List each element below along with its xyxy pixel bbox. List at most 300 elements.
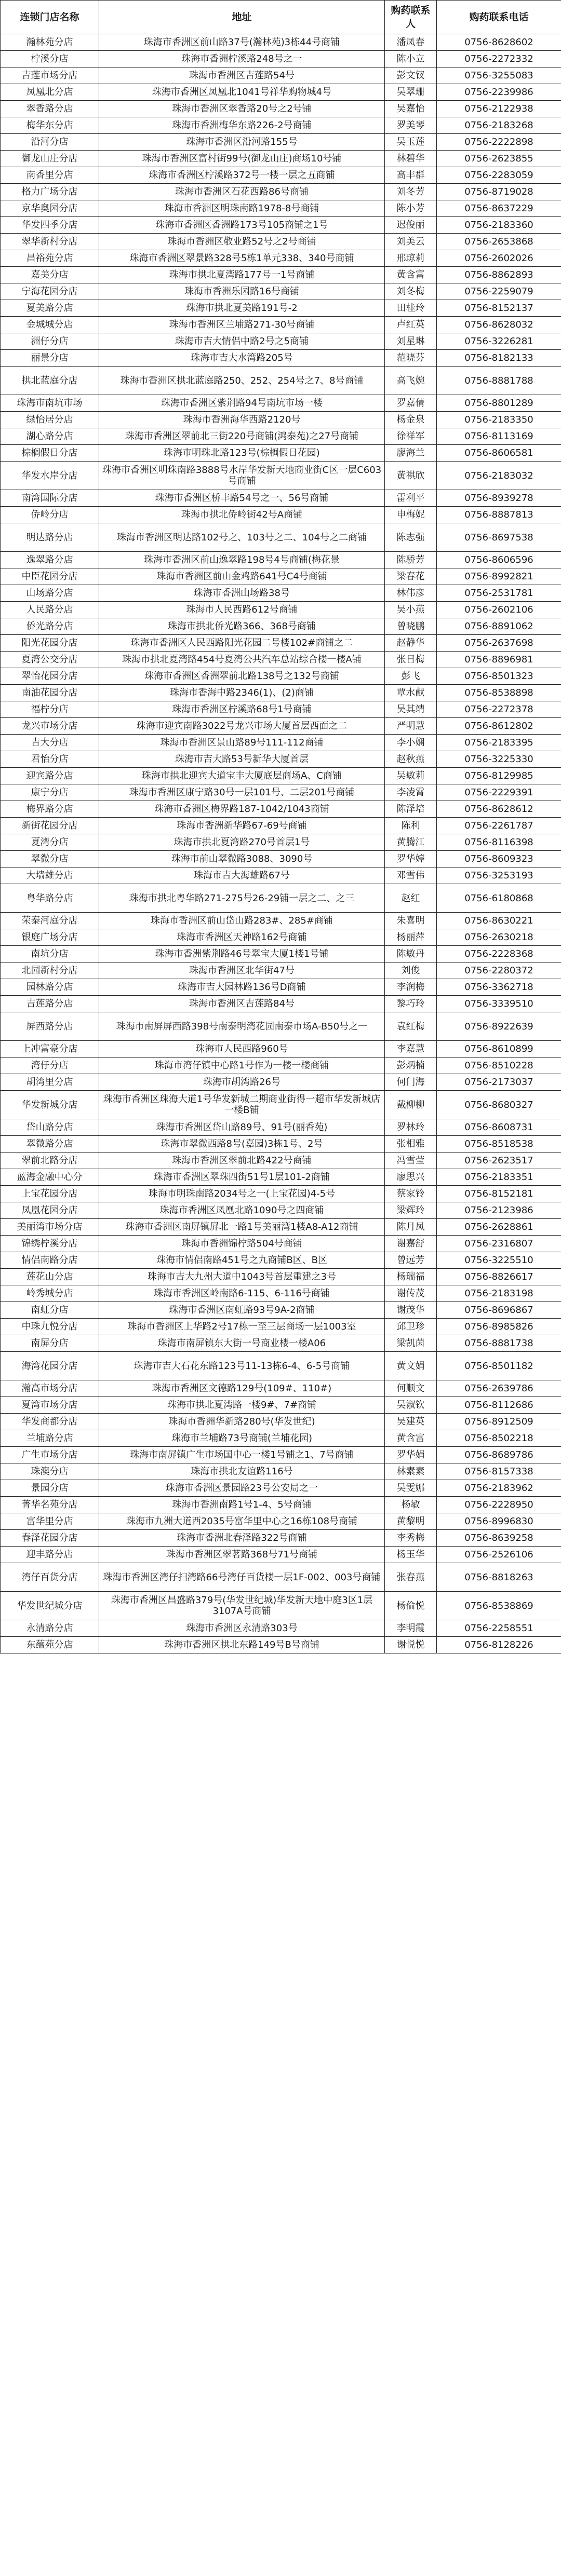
table-row: [1, 428, 561, 445]
phone-cell: 0756-2637698: [437, 635, 561, 652]
phone-cell: 0756-2173037: [437, 1074, 561, 1091]
contact-cell: 曾远芳: [385, 1252, 437, 1269]
phone-cell: 0756-8719028: [437, 184, 561, 200]
contact-cell: 梁辉玲: [385, 1202, 437, 1219]
phone-cell: 0756-8881788: [437, 367, 561, 395]
contact-cell: 吴玉莲: [385, 134, 437, 151]
contact-cell: 刘美云: [385, 234, 437, 250]
address-cell: 珠海市香洲紫荆路46号翠宝大厦1楼1号铺: [99, 946, 385, 962]
table-row: [1, 490, 561, 507]
store-name-cell: 翠华新村分店: [1, 234, 99, 250]
address-cell: 珠海市迎宾南路3022号龙兴市场大厦首层西面之二: [99, 718, 385, 735]
address-cell: 珠海市香洲华新路280号(华发世纪): [99, 1414, 385, 1430]
store-name-cell: 金城城分店: [1, 317, 99, 333]
contact-cell: 杨金泉: [385, 412, 437, 428]
phone-cell: 0756-3225330: [437, 751, 561, 768]
table-row: [1, 685, 561, 701]
contact-cell: 廖思兴: [385, 1169, 437, 1186]
phone-cell: 0756-2123986: [437, 1202, 561, 1219]
contact-cell: 申梅妮: [385, 507, 437, 523]
phone-cell: 0756-2222898: [437, 134, 561, 151]
contact-cell: 张相雅: [385, 1136, 437, 1153]
phone-cell: 0756-8538898: [437, 685, 561, 701]
table-row: [1, 635, 561, 652]
contact-cell: 潘凤春: [385, 34, 437, 51]
address-cell: 珠海市香洲区梅界路187-1042/1043商铺: [99, 801, 385, 818]
contact-cell: 吴其靖: [385, 701, 437, 718]
store-name-cell: 湾仔百货分店: [1, 1563, 99, 1592]
store-name-cell: 锦绣柠溪分店: [1, 1236, 99, 1252]
phone-cell: 0756-8887813: [437, 507, 561, 523]
table-row: [1, 1269, 561, 1285]
store-name-cell: 荣泰河庭分店: [1, 913, 99, 929]
store-name-cell: 翠微路分店: [1, 1136, 99, 1153]
address-cell: 珠海市香洲区凤凰北1041号祥华购物城4号: [99, 84, 385, 101]
table-row: [1, 1041, 561, 1057]
phone-cell: 0756-8518538: [437, 1136, 561, 1153]
phone-cell: 0756-8538869: [437, 1592, 561, 1620]
table-row: [1, 367, 561, 395]
phone-cell: 0756-2630218: [437, 929, 561, 946]
address-cell: 珠海市香洲北春泽路322号商铺: [99, 1530, 385, 1547]
address-cell: 珠海市香洲柠溪路248号之一: [99, 51, 385, 67]
address-cell: 珠海市香洲区石花西路86号商铺: [99, 184, 385, 200]
table-row: [1, 1169, 561, 1186]
table-row: [1, 867, 561, 884]
header-contact: 购药联系人: [385, 1, 437, 34]
address-cell: 珠海市香洲区吉莲路54号: [99, 67, 385, 84]
address-cell: 珠海市明珠北路123号(棕榈假日花园): [99, 445, 385, 462]
address-cell: 珠海市香海中路2346(1)、(2)商铺: [99, 685, 385, 701]
table-row: [1, 1136, 561, 1153]
phone-cell: 0756-3362718: [437, 979, 561, 996]
store-name-cell: 吉莲路分店: [1, 996, 99, 1012]
store-name-cell: 嘉美分店: [1, 267, 99, 283]
store-name-cell: 绿怡居分店: [1, 412, 99, 428]
table-row: [1, 751, 561, 768]
store-name-cell: 格力广场分店: [1, 184, 99, 200]
address-cell: 珠海市吉大路53号新华大厦首层: [99, 751, 385, 768]
contact-cell: 黄黎明: [385, 1513, 437, 1530]
phone-cell: 0756-8630221: [437, 913, 561, 929]
phone-cell: 0756-8113169: [437, 428, 561, 445]
contact-cell: 吴小燕: [385, 602, 437, 618]
address-cell: 珠海市香洲区拱北东路149号B号商铺: [99, 1637, 385, 1653]
table-row: [1, 507, 561, 523]
table-row: [1, 462, 561, 490]
header-phone: 购药联系电话: [437, 1, 561, 34]
table-row: [1, 200, 561, 217]
phone-cell: 0756-8610899: [437, 1041, 561, 1057]
address-cell: 珠海市香洲区兰埔路271-30号商铺: [99, 317, 385, 333]
phone-cell: 0756-2239986: [437, 84, 561, 101]
table-row: [1, 851, 561, 867]
address-cell: 珠海市香洲梅华东路226-2号商铺: [99, 117, 385, 134]
address-cell: 珠海市湾仔镇中心路1号作为一楼一楼商铺: [99, 1057, 385, 1074]
store-name-cell: 园林路分店: [1, 979, 99, 996]
table-row: [1, 234, 561, 250]
table-row: [1, 618, 561, 635]
address-cell: 珠海市香洲南路1号1-4、5号商铺: [99, 1497, 385, 1513]
phone-cell: 0756-2183198: [437, 1285, 561, 1302]
contact-cell: 黄腾江: [385, 834, 437, 851]
phone-cell: 0756-8502218: [437, 1430, 561, 1447]
contact-cell: 林素素: [385, 1463, 437, 1480]
contact-cell: 梁春花: [385, 568, 437, 585]
address-cell: 珠海市香洲区明珠南路3888号水岸华发新天地商业街C区一层C603号商铺: [99, 462, 385, 490]
address-cell: 珠海市香洲区明珠南路1978-8号商铺: [99, 200, 385, 217]
table-row: [1, 834, 561, 851]
contact-cell: 高丰群: [385, 167, 437, 184]
phone-cell: 0756-8510228: [437, 1057, 561, 1074]
phone-cell: 0756-2183350: [437, 412, 561, 428]
phone-cell: 0756-3226281: [437, 333, 561, 350]
store-name-cell: 棕榈假日分店: [1, 445, 99, 462]
address-cell: 珠海市香洲区柠溪路68号1号商铺: [99, 701, 385, 718]
table-row: [1, 151, 561, 167]
store-name-cell: 昌裕苑分店: [1, 250, 99, 267]
contact-cell: 赵秋燕: [385, 751, 437, 768]
table-row: [1, 884, 561, 913]
address-cell: 珠海市香洲区岱山路89号、91号(丽香苑): [99, 1119, 385, 1136]
store-name-cell: 沿河分店: [1, 134, 99, 151]
contact-cell: 刘俊: [385, 962, 437, 979]
store-name-cell: 富华里分店: [1, 1513, 99, 1530]
contact-cell: 戴柳柳: [385, 1091, 437, 1119]
address-cell: 珠海市香洲区南屏镇屏北一路1号美丽湾1楼A8-A12商铺: [99, 1219, 385, 1236]
address-cell: 珠海市香洲区香洲路173号105商铺之1号: [99, 217, 385, 234]
table-row: [1, 801, 561, 818]
contact-cell: 李明霞: [385, 1620, 437, 1637]
address-cell: 珠海市香洲区翠景路328号5栋1单元338、340号商铺: [99, 250, 385, 267]
table-row: [1, 1119, 561, 1136]
table-row: [1, 602, 561, 618]
contact-cell: 杨敏: [385, 1497, 437, 1513]
table-row: [1, 283, 561, 300]
phone-cell: 0756-8612802: [437, 718, 561, 735]
store-name-cell: 凤凰花园分店: [1, 1202, 99, 1219]
contact-cell: 廖海兰: [385, 445, 437, 462]
table-row: [1, 1335, 561, 1352]
table-row: [1, 1236, 561, 1252]
contact-cell: 邢琼莉: [385, 250, 437, 267]
contact-cell: 蔡家铃: [385, 1186, 437, 1202]
table-row: [1, 1430, 561, 1447]
address-cell: 珠海市吉大海雄路67号: [99, 867, 385, 884]
store-name-cell: 华发世纪城分店: [1, 1592, 99, 1620]
contact-cell: 赵静华: [385, 635, 437, 652]
address-cell: 珠海市吉大石花东路123号11-13栋6-4、6-5号商铺: [99, 1352, 385, 1380]
table-row: [1, 1637, 561, 1653]
phone-cell: 0756-8609323: [437, 851, 561, 867]
address-cell: 珠海市南屏镇广生市场国中心一楼1号铺之1、7号商铺: [99, 1447, 385, 1463]
address-cell: 珠海市翠微西路8号(嘉园)3栋1号、2号: [99, 1136, 385, 1153]
phone-cell: 0756-2653868: [437, 234, 561, 250]
table-row: [1, 552, 561, 568]
store-name-cell: 丽景分店: [1, 350, 99, 367]
store-name-cell: 情侣南路分店: [1, 1252, 99, 1269]
table-row: [1, 1302, 561, 1319]
contact-cell: 邓雪伟: [385, 867, 437, 884]
store-name-cell: 南香里分店: [1, 167, 99, 184]
contact-cell: 黎巧玲: [385, 996, 437, 1012]
contact-cell: 杨瑞福: [385, 1269, 437, 1285]
contact-cell: 刘星琳: [385, 333, 437, 350]
address-cell: 珠海市香洲区拱北蓝庭路250、252、254号之7、8号商铺: [99, 367, 385, 395]
contact-cell: 谢茂华: [385, 1302, 437, 1319]
store-name-cell: 阳光花园分店: [1, 635, 99, 652]
store-name-cell: 南坑分店: [1, 946, 99, 962]
contact-cell: 张日梅: [385, 652, 437, 668]
store-name-cell: 龙兴市场分店: [1, 718, 99, 735]
store-name-cell: 侨光路分店: [1, 618, 99, 635]
phone-cell: 0756-8891062: [437, 618, 561, 635]
contact-cell: 黄含富: [385, 267, 437, 283]
header-address: 地址: [99, 1, 385, 34]
address-cell: 珠海市拱北侨光路366、368号商铺: [99, 618, 385, 635]
store-name-cell: 珠澳分店: [1, 1463, 99, 1480]
table-row: [1, 1447, 561, 1463]
phone-cell: 0756-8152137: [437, 300, 561, 317]
table-row: [1, 962, 561, 979]
address-cell: 珠海市香洲区紫荆路94号南坑市场一楼: [99, 395, 385, 412]
contact-cell: 赵红: [385, 884, 437, 913]
store-name-cell: 夏湾分店: [1, 834, 99, 851]
table-row: [1, 1012, 561, 1041]
store-name-cell: 吉大分店: [1, 735, 99, 751]
table-row: [1, 701, 561, 718]
contact-cell: 迟俊丽: [385, 217, 437, 234]
table-row: [1, 1592, 561, 1620]
phone-cell: 0756-8939278: [437, 490, 561, 507]
table-row: [1, 1563, 561, 1592]
address-cell: 珠海市九洲大道西2035号富华里中心之16栋108号商铺: [99, 1513, 385, 1530]
phone-cell: 0756-2316807: [437, 1236, 561, 1252]
phone-cell: 0756-2623517: [437, 1153, 561, 1169]
phone-cell: 0756-3253193: [437, 867, 561, 884]
phone-cell: 0756-8152181: [437, 1186, 561, 1202]
phone-cell: 0756-8628612: [437, 801, 561, 818]
store-name-cell: 夏湾市场分店: [1, 1397, 99, 1414]
address-cell: 珠海市胡湾路26号: [99, 1074, 385, 1091]
phone-cell: 0756-2623855: [437, 151, 561, 167]
address-cell: 珠海市香洲锦柠路504号商铺: [99, 1236, 385, 1252]
phone-cell: 0756-2280372: [437, 962, 561, 979]
phone-cell: 0756-2183268: [437, 117, 561, 134]
contact-cell: 何顺文: [385, 1380, 437, 1397]
phone-cell: 0756-2183395: [437, 735, 561, 751]
table-row: [1, 1074, 561, 1091]
table-row: [1, 585, 561, 602]
contact-cell: 谢传茂: [385, 1285, 437, 1302]
phone-cell: 0756-2183360: [437, 217, 561, 234]
store-name-cell: 湖心路分店: [1, 428, 99, 445]
table-row: [1, 1547, 561, 1563]
address-cell: 珠海市香洲区明达路102号之、103号之二、104号之二商铺: [99, 523, 385, 552]
store-name-cell: 南虹分店: [1, 1302, 99, 1319]
address-cell: 珠海市吉大情侣中路2号之5商铺: [99, 333, 385, 350]
address-cell: 珠海市香洲区昌盛路379号(华发世纪城)华发新天地中庭3区1层3107A号商铺: [99, 1592, 385, 1620]
store-name-cell: 梅华东分店: [1, 117, 99, 134]
header-store-name: 连锁门店名称: [1, 1, 99, 34]
table-row: [1, 768, 561, 784]
contact-cell: 林伟彦: [385, 585, 437, 602]
phone-cell: 0756-8639258: [437, 1530, 561, 1547]
contact-cell: 陈小芳: [385, 200, 437, 217]
contact-cell: 徐祥军: [385, 428, 437, 445]
phone-cell: 0756-2183962: [437, 1480, 561, 1497]
phone-cell: 0756-8628032: [437, 317, 561, 333]
contact-cell: 朱喜明: [385, 913, 437, 929]
table-row: [1, 913, 561, 929]
address-cell: 珠海市香洲海华西路2120号: [99, 412, 385, 428]
store-name-cell: 拱北蓝庭分店: [1, 367, 99, 395]
table-row: [1, 652, 561, 668]
phone-cell: 0756-2526106: [437, 1547, 561, 1563]
store-name-cell: 湾仔分店: [1, 1057, 99, 1074]
address-cell: 珠海市香洲区敬业路52号之2号商铺: [99, 234, 385, 250]
table-body: [1, 34, 561, 1653]
contact-cell: 冯雪莹: [385, 1153, 437, 1169]
contact-cell: 杨玉华: [385, 1547, 437, 1563]
store-name-cell: 华发新城分店: [1, 1091, 99, 1119]
contact-cell: 黄祺欣: [385, 462, 437, 490]
table-row: [1, 1480, 561, 1497]
store-name-cell: 东蕴苑分店: [1, 1637, 99, 1653]
store-name-cell: 君怡分店: [1, 751, 99, 768]
contact-cell: 范晓芬: [385, 350, 437, 367]
address-cell: 珠海市香洲区前山逸翠路198号4号商铺(梅花景: [99, 552, 385, 568]
table-row: [1, 267, 561, 283]
table-row: [1, 818, 561, 834]
table-row: [1, 101, 561, 117]
phone-cell: 0756-8826617: [437, 1269, 561, 1285]
header-row: [1, 1, 561, 34]
contact-cell: 邱卫珍: [385, 1319, 437, 1335]
table-row: [1, 523, 561, 552]
address-cell: 珠海市香洲区翠珠四街51号1层101-2商铺: [99, 1169, 385, 1186]
contact-cell: 吴翠珊: [385, 84, 437, 101]
store-name-cell: 美丽湾市场分店: [1, 1219, 99, 1236]
store-name-cell: 华发商都分店: [1, 1414, 99, 1430]
table-row: [1, 568, 561, 585]
phone-cell: 0756-2283059: [437, 167, 561, 184]
contact-cell: 吴敏莉: [385, 768, 437, 784]
contact-cell: 谢悦悦: [385, 1637, 437, 1653]
contact-cell: 陈利: [385, 818, 437, 834]
store-name-cell: 南湾国际分店: [1, 490, 99, 507]
phone-cell: 0756-8922639: [437, 1012, 561, 1041]
contact-cell: 李秀梅: [385, 1530, 437, 1547]
address-cell: 珠海市南屏屏西路398号南泰明湾花园南泰市场A-B50号之一: [99, 1012, 385, 1041]
table-row: [1, 1414, 561, 1430]
store-name-cell: 岱山路分店: [1, 1119, 99, 1136]
store-name-cell: 福柠分店: [1, 701, 99, 718]
table-row: [1, 1463, 561, 1480]
phone-cell: 0756-2229391: [437, 784, 561, 801]
store-name-cell: 广生市场分店: [1, 1447, 99, 1463]
address-cell: 珠海市吉大园林路136号D商铺: [99, 979, 385, 996]
store-name-cell: 瀚林苑分店: [1, 34, 99, 51]
table-row: [1, 1397, 561, 1414]
address-cell: 珠海市香洲区翠茗路368号71号商铺: [99, 1547, 385, 1563]
address-cell: 珠海市香洲区凤凰北路1090号之四商铺: [99, 1202, 385, 1219]
phone-cell: 0756-8992821: [437, 568, 561, 585]
contact-cell: 张春燕: [385, 1563, 437, 1592]
phone-cell: 0756-2122938: [437, 101, 561, 117]
store-name-cell: 翠微分店: [1, 851, 99, 867]
store-name-cell: 翠前北路分店: [1, 1153, 99, 1169]
table-row: [1, 1091, 561, 1119]
contact-cell: 谢嘉舒: [385, 1236, 437, 1252]
address-cell: 珠海市香洲区翠前北路422号商铺: [99, 1153, 385, 1169]
address-cell: 珠海市香洲区珠海大道1号华发新城二期商业街得一超市华发新城店一楼B铺: [99, 1091, 385, 1119]
table-row: [1, 51, 561, 67]
store-name-cell: 夏美路分店: [1, 300, 99, 317]
table-row: [1, 1530, 561, 1547]
table-row: [1, 395, 561, 412]
store-name-cell: 兰埔路分店: [1, 1430, 99, 1447]
contact-cell: 吴淑钦: [385, 1397, 437, 1414]
address-cell: 珠海市香洲区景园路23号公安局之一: [99, 1480, 385, 1497]
store-name-cell: 南屏分店: [1, 1335, 99, 1352]
phone-cell: 0756-8606596: [437, 552, 561, 568]
contact-cell: 罗华婷: [385, 851, 437, 867]
phone-cell: 0756-2639786: [437, 1380, 561, 1397]
address-cell: 珠海市拱北迎宾大道宝丰大厦底层商场A、C商铺: [99, 768, 385, 784]
phone-cell: 0756-2183032: [437, 462, 561, 490]
store-name-cell: 迎丰路分店: [1, 1547, 99, 1563]
table-row: [1, 979, 561, 996]
phone-cell: 0756-2272332: [437, 51, 561, 67]
contact-cell: 李小娴: [385, 735, 437, 751]
store-name-cell: 莲花山分店: [1, 1269, 99, 1285]
table-row: [1, 718, 561, 735]
address-cell: 珠海市拱北友谊路116号: [99, 1463, 385, 1480]
phone-cell: 0756-8985826: [437, 1319, 561, 1335]
contact-cell: 罗林玲: [385, 1119, 437, 1136]
phone-cell: 0756-6180868: [437, 884, 561, 913]
store-name-cell: 北园新村分店: [1, 962, 99, 979]
address-cell: 珠海市拱北粤华路271-275号26-29铺一层之二、之三: [99, 884, 385, 913]
store-name-cell: 凤凰北分店: [1, 84, 99, 101]
store-name-cell: 迎宾路分店: [1, 768, 99, 784]
address-cell: 珠海市香洲区吉莲路84号: [99, 996, 385, 1012]
address-cell: 珠海市香洲区岭南路6-115、6-116号商铺: [99, 1285, 385, 1302]
phone-cell: 0756-2628861: [437, 1219, 561, 1236]
table-row: [1, 1513, 561, 1530]
store-name-cell: 菁华名苑分店: [1, 1497, 99, 1513]
address-cell: 珠海市香洲区北华街47号: [99, 962, 385, 979]
address-cell: 珠海市香洲乐园路16号商铺: [99, 283, 385, 300]
contact-cell: 刘冬梅: [385, 283, 437, 300]
phone-cell: 0756-8628602: [437, 34, 561, 51]
address-cell: 珠海市香洲区景山路89号111-112商铺: [99, 735, 385, 751]
store-name-cell: 吉莲市场分店: [1, 67, 99, 84]
address-cell: 珠海市香洲区柠溪路372号一楼一层之五商铺: [99, 167, 385, 184]
table-row: [1, 784, 561, 801]
phone-cell: 0756-8996830: [437, 1513, 561, 1530]
contact-cell: 罗嘉倩: [385, 395, 437, 412]
address-cell: 珠海市香洲区永清路303号: [99, 1620, 385, 1637]
address-cell: 珠海市拱北侨岭街42号A商铺: [99, 507, 385, 523]
contact-cell: 罗华娟: [385, 1447, 437, 1463]
table-row: [1, 1202, 561, 1219]
table-row: [1, 84, 561, 101]
phone-cell: 0756-2261787: [437, 818, 561, 834]
store-name-cell: 御龙山庄分店: [1, 151, 99, 167]
address-cell: 珠海市香洲区沿河路155号: [99, 134, 385, 151]
